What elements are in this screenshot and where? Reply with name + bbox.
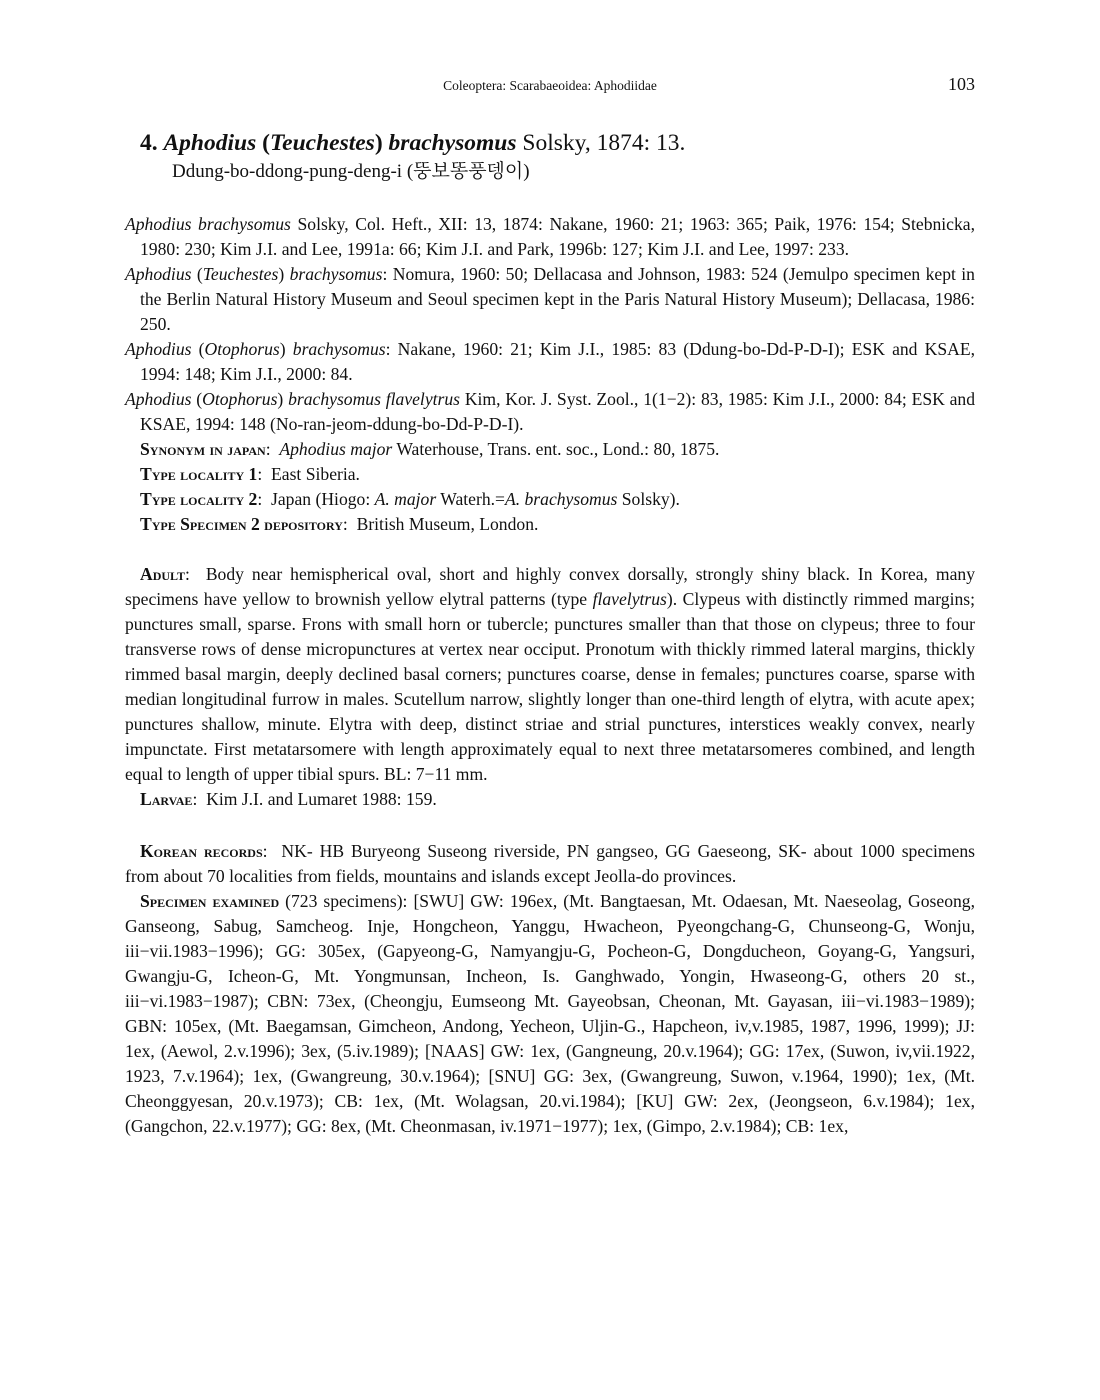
species-common-name: Ddung-bo-ddong-pung-deng-i (뚱보똥풍뎅이) [172,161,530,182]
field-label: Type locality 1 [140,464,258,484]
synonym-subgenus: Otophorus [204,339,280,359]
field-value: East Siberia. [271,464,360,484]
synonym-epithet: brachysomus flavelytrus [288,389,461,409]
page-number: 103 [948,74,975,94]
synonym-text: Kim, Kor. J. Syst. Zool., 1(1−2): 83, 1985: Kim J.I., 2000: 84; ESK and KSAE, 1994: 148 (No-ran-jeom-ddung-bo-Dd-P-D-I). [140,389,976,434]
korean-records-label: Korean records [140,841,263,861]
synonym-entry: Aphodius (Otophorus) brachysomus flavelytrus Kim, Kor. J. Syst. Zool., 1(1−2): 83, 1985: Kim J.I., 2000: 84; ESK and KSAE, 1994: 148 (No-ran-jeom-ddung-bo-Dd-P-D-I). [125,389,976,434]
specimen-examined-text: (723 specimens): [SWU] GW: 196ex, (Mt. Bangtaesan, Mt. Odaesan, Mt. Naeseolag, Goseong, Ganseong, Sabug, Samcheog. Inje, Hongcheon, Yanggu, Hwacheon, Pyeongchang-G, Chunseong-G, Wonju, iii−vii.1983−1996); GG: 305ex, (Gapyeong-G, Namyangju-G, Pocheon-G, Dongducheon, Goyang-G, Yangsuri, Gwangju-G, Icheon-G, Mt. Yongmunsan, Incheon, Is. Ganghwado, Yongin, Hwaseong-G, others 20 st., iii−vi.1983−1987); CBN: 73ex, (Cheongju, Eumseong Mt. Gayeobsan, Cheonan, Mt. Gayasan, iii−vi.1983−1989); GBN: 105ex, (Mt. Baegamsan, Gimcheon, Andong, Yecheon, Uljin-G., Hapcheon, iv,v.1985, 1987, 1996, 1999); JJ: 1ex, (Aewol, 2.v.1996); 3ex, (5.iv.1989); [NAAS] GW: 1ex, (Gangneung, 20.v.1964); GG: 17ex, (Suwon, iv,vii.1922, 1923, 7.v.1964); 1ex, (Gwangreung, 30.v.1964); [SNU] GG: 3ex, (Gwangreung, Suwon, v.1964, 1990); 1ex, (Mt. Cheonggyesan, 20.v.1973); CB: 1ex, (Mt. Wolagsan, 20.vi.1984); [KU] GW: 2ex, (Jeongseon, 6.v.1984); 1ex, (Gangchon, 22.v.1977); GG: 8ex, (Mt. Cheonmasan, iv.1971−1977); 1ex, (Gimpo, 2.v.1984); CB: 1ex, [125,891,975,1136]
field-label: Synonym in japan [140,439,266,459]
korean-records: Korean records: NK- HB Buryeong Suseong riverside, PN gangseo, GG Gaeseong, SK- about 1000 specimens from about 70 localities from fields, mountains and islands except Jeolla-do provinces. [125,841,975,886]
species-subgenus: Teuchestes [269,130,375,156]
synonym-subgenus: Teuchestes [202,264,279,284]
running-head: Coleoptera: Scarabaeoidea: Aphodiidae [443,78,657,93]
synonym-name: Aphodius brachysomus [125,214,291,234]
field-value: Japan (Hiogo: [271,489,375,509]
synonym-subgenus: Otophorus [202,389,278,409]
synonym-epithet: brachysomus [289,264,383,284]
field-value-italic: A. major [374,489,437,509]
adult-description: Adult: Body near hemispherical oval, short and highly convex dorsally, strongly shiny black. In Korea, many specimens have yellow to brownish yellow elytral patterns (type flavelytrus). Clypeus with distinctly rimmed margins; punctures small, sparse. Frons with small horn or tubercle; punctures smaller than that those on clypeus; three to four transverse rows of dense micropunctures at vertex near occiput. Pronotum with thickly rimmed lateral margins, thickly rimmed basal margin, deeply declined basal corners; punctures coarse, dense in females; punctures coarse, sparse with median longitudinal furrow in males. Scutellum narrow, slightly longer than one-third length of elytra, with acute apex; punctures shallow, minute. Elytra with deep, distinct striae and strial punctures, interstices weakly convex, nearly impunctate. First metatarsomere with length approximately equal to next three metatarsomeres combined, and length equal to length of upper tibial spurs. BL: 7−11 mm. [125,564,976,784]
synonym-entry [125,212,975,262]
field-label: Type locality 2 [140,489,258,509]
synonym-epithet: brachysomus [292,339,386,359]
specimen-examined-label: Specimen examined [140,891,280,911]
species-title: 4. Aphodius (Teuchestes) brachysomus Solsky, 1874: 13. [140,130,686,156]
synonym-japan: Synonym in japan: Aphodius major Waterhouse, Trans. ent. soc., Lond.: 80, 1875. [140,439,720,459]
specimen-examined [125,889,975,1139]
synonym-genus: Aphodius [125,339,192,359]
synonym-list [125,212,975,537]
species-genus: Aphodius [163,130,257,156]
field-value-italic: A. brachysomus [504,489,618,509]
field-value: British Museum, London. [356,514,539,534]
korean-records-text: NK- HB Buryeong Suseong riverside, PN gangseo, GG Gaeseong, SK- about 1000 specimens from about 70 localities from fields, mountains and islands except Jeolla-do provinces. [125,841,975,886]
type-specimen-depository: Type Specimen 2 depository: British Museum, London. [140,514,539,534]
synonym-text: : Nomura, 1960: 50; Dellacasa and Johnson, 1983: 524 (Jemulpo specimen kept in the Berlin Natural History Museum and Seoul specimen kept in the Paris Natural History Museum); Dellacasa, 1986: 250. [140,264,975,334]
species-number: 4. [140,130,158,156]
larvae-label: Larvae [140,789,193,809]
type-locality-2: Type locality 2: Japan (Hiogo: A. major Waterh.=A. brachysomus Solsky). [140,489,680,509]
content [125,128,975,1139]
synonym-genus: Aphodius [125,389,192,409]
adult-label: Adult [140,564,185,584]
synonym-entry: Aphodius (Teuchestes) brachysomus: Nomura, 1960: 50; Dellacasa and Johnson, 1983: 524 (Jemulpo specimen kept in the Berlin Natural History Museum and Seoul specimen kept in the Paris Natural History Museum); Dellacasa, 1986: 250. [125,264,975,334]
synonym-japan-text: Waterhouse, Trans. ent. soc., Lond.: 80, 1875. [392,439,720,459]
type-locality-1: Type locality 1: East Siberia. [140,464,360,484]
field-label: Type Specimen 2 depository [140,514,343,534]
field-value: Solsky). [617,489,680,509]
larvae-text: Kim J.I. and Lumaret 1988: 159. [206,789,437,809]
synonym-genus: Aphodius [125,264,192,284]
synonym-entry: Aphodius (Otophorus) brachysomus: Nakane, 1960: 21; Kim J.I., 1985: 83 (Ddung-bo-Dd-P-D-I); ESK and KSAE, 1994: 148; Kim J.I., 2000: 84. [125,339,975,384]
adult-text: Body near hemispherical oval, short and highly convex dorsally, strongly shiny black. In Korea, many specimens have yellow to brownish yellow elytral patterns (type [125,564,976,609]
synonym-japan-name: Aphodius major [279,439,393,459]
larvae: Larvae: Kim J.I. and Lumaret 1988: 159. [140,789,437,809]
adult-italic: flavelytrus [592,589,667,609]
synonym-text: : Nakane, 1960: 21; Kim J.I., 1985: 83 (Ddung-bo-Dd-P-D-I); ESK and KSAE, 1994: 148; Kim J.I., 2000: 84. [140,339,975,384]
synonym-text: Solsky, Col. Heft., XII: 13, 1874: Nakane, 1960: 21; 1963: 365; Paik, 1976: 154; Stebnicka, 1980: 230; Kim J.I. and Lee, 1991a: 66; Kim J.I. and Park, 1996b: 127; Kim J.I. and Lee, 1997: 233. [140,214,975,259]
adult-text: ). Clypeus with distinctly rimmed margins; punctures small, sparse. Frons with small horn or tubercle; punctures smaller than that those on clypeus; three to four transverse rows of dense micropunctures at vertex near occiput. Pronotum with thickly rimmed lateral margins, thickly rimmed basal margin, deeply declined basal corners; punctures coarse, dense in females; punctures coarse, sparse with median longitudinal furrow in males. Scutellum narrow, slightly longer than one-third length of elytra, with acute apex; punctures shallow, minute. Elytra with deep, distinct striae and strial punctures, interstices weakly convex, nearly impunctate. First metatarsomere with length approximately equal to next three metatarsomeres combined, and length equal to length of upper tibial spurs. BL: 7−11 mm. [125,589,975,784]
field-value: Waterh.= [436,489,505,509]
species-authority: Solsky, 1874: 13. [522,130,686,156]
species-epithet: brachysomus [388,130,517,156]
